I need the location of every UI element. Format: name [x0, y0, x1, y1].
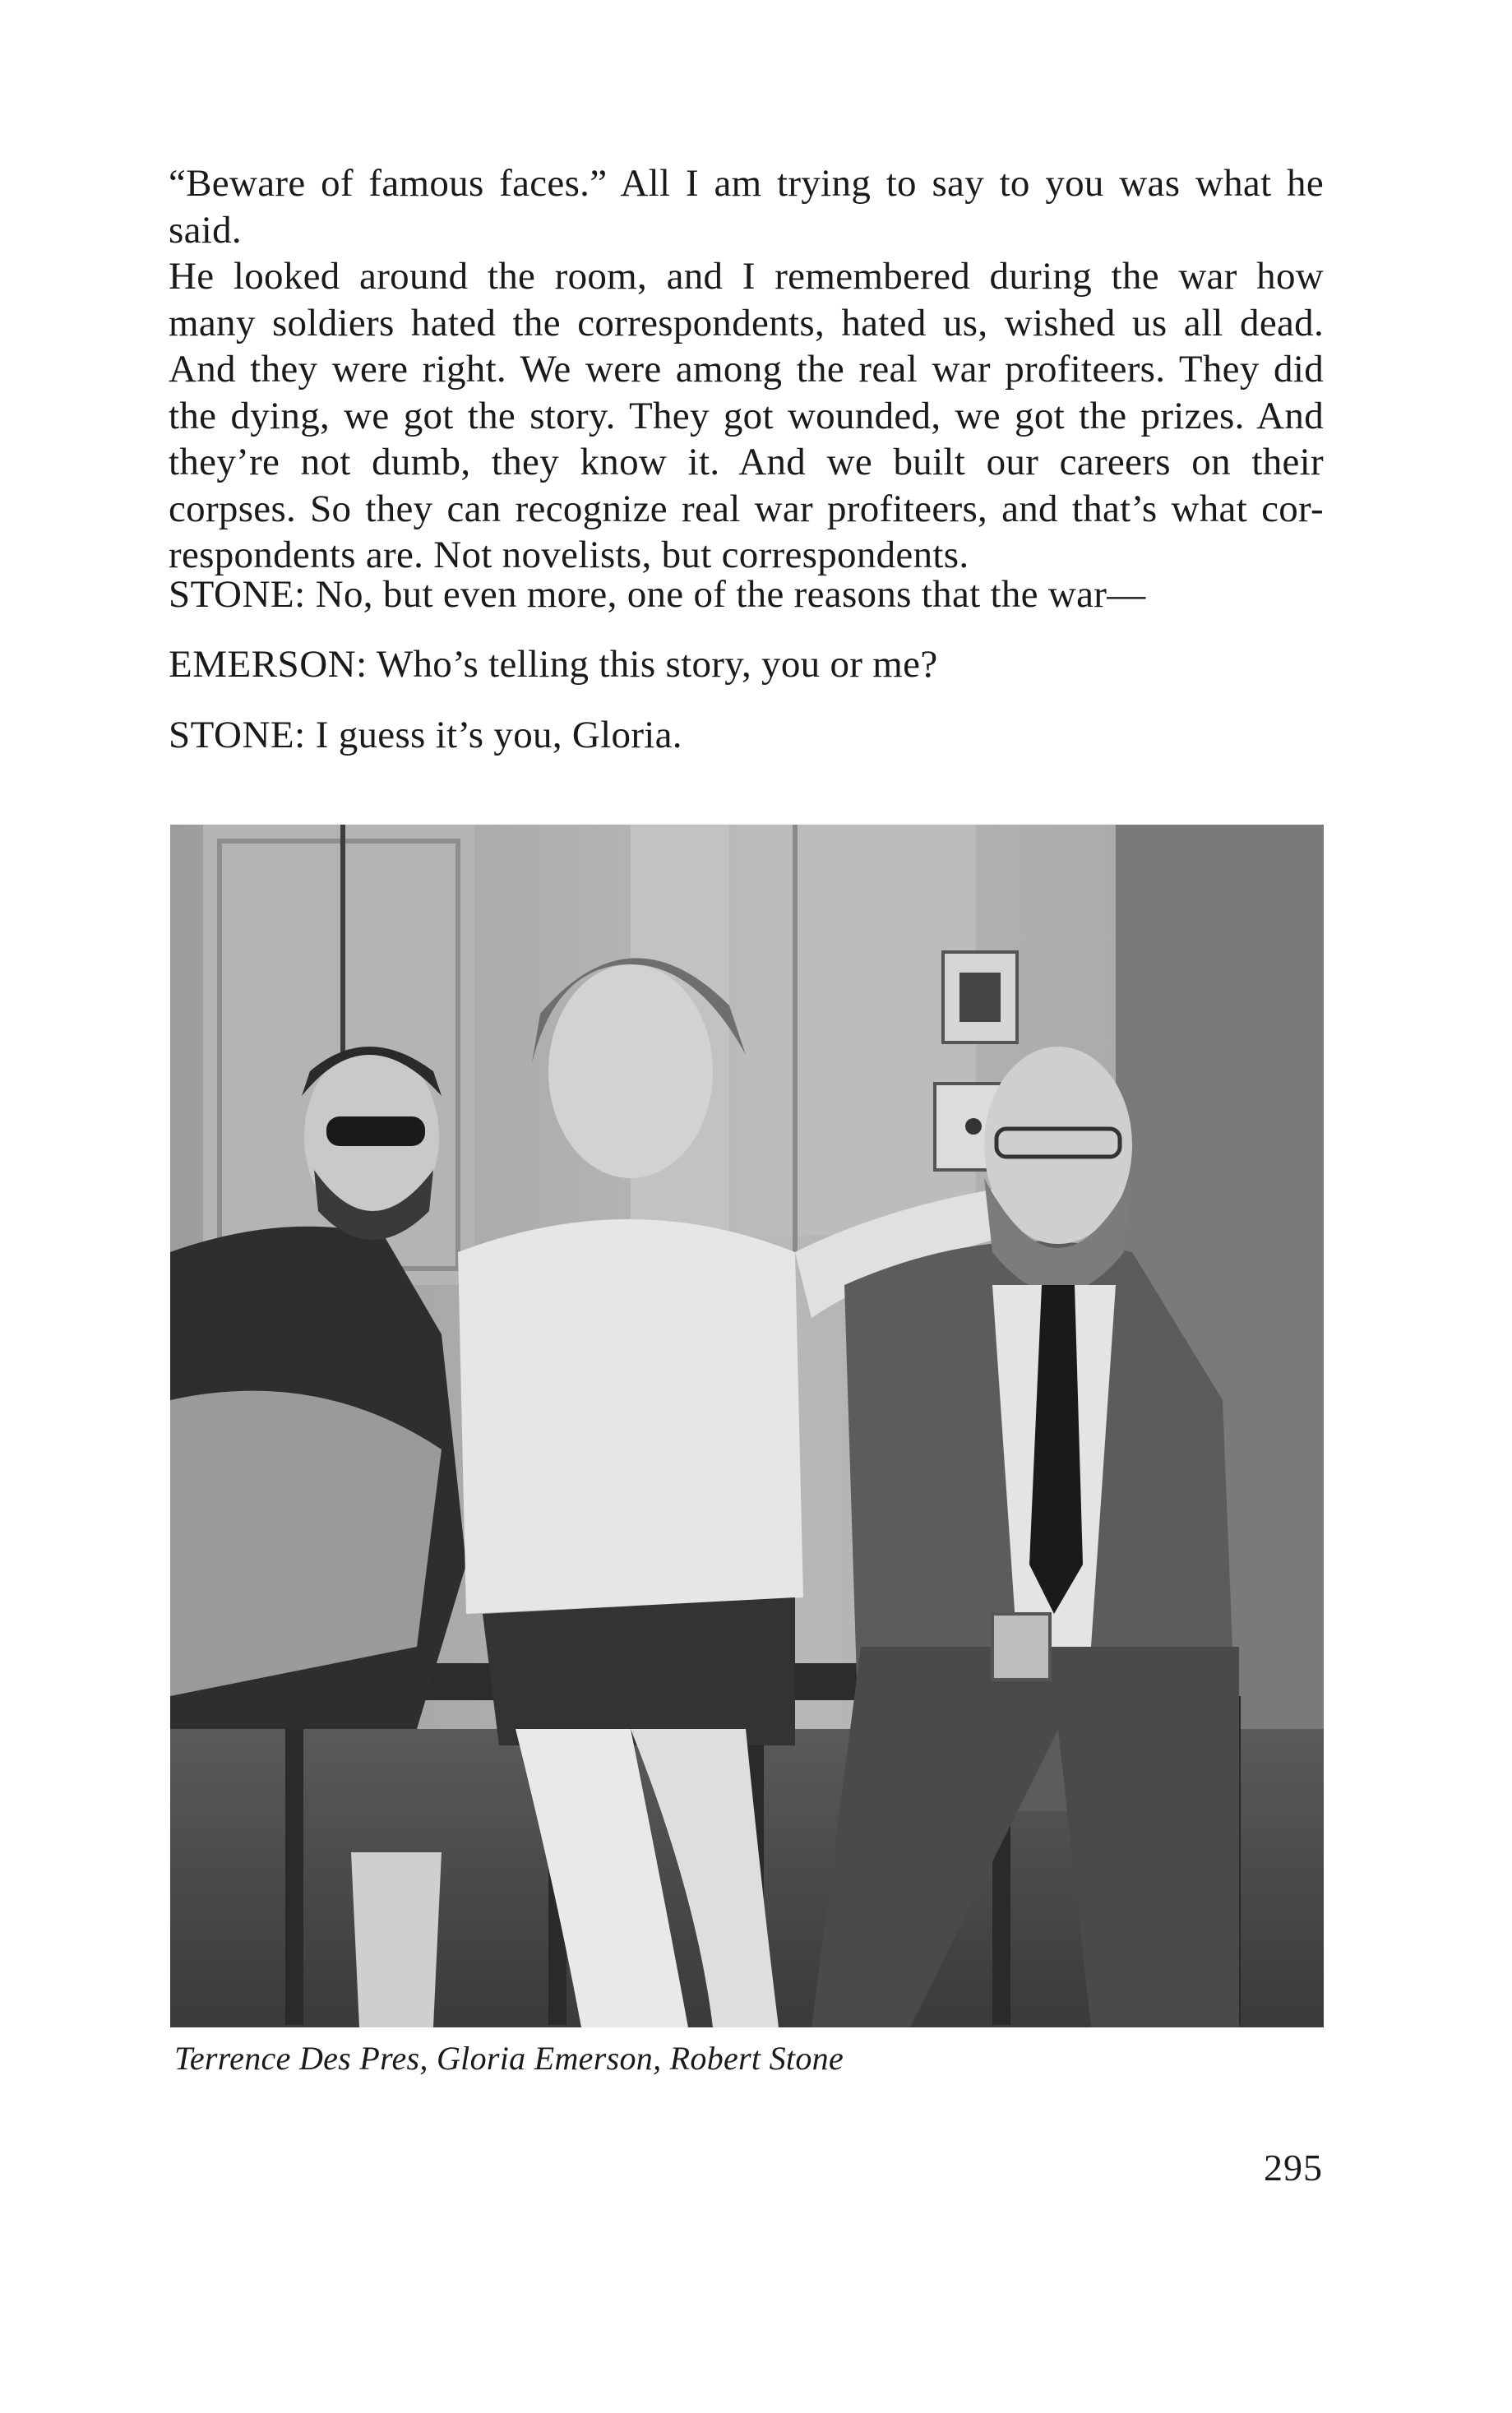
photo-illustration — [170, 825, 1324, 2027]
dialogue-line — [169, 571, 1146, 617]
dialogue-text: Who’s telling this story, you or me? — [367, 643, 938, 686]
paragraph-line: He looked around the room, and I remembered during the war how — [169, 255, 1324, 298]
page-number: 295 — [1264, 2147, 1323, 2189]
paragraph-line: corpses. So they can recognize real war profiteers, and that’s what cor- — [169, 487, 1324, 530]
dialogue-text: No, but even more, one of the reasons that the war— — [305, 573, 1146, 616]
speaker-name: STONE: — [169, 714, 306, 756]
speaker-name: STONE: — [169, 573, 306, 616]
paragraph-text — [169, 160, 1324, 579]
photo-caption: Terrence Des Pres, Gloria Emerson, Robert Stone — [174, 2040, 844, 2077]
paragraph-line: they’re not dumb, they know it. And we built our careers on their — [169, 441, 1324, 483]
body-paragraph — [169, 160, 1324, 579]
speaker-name: EMERSON: — [169, 643, 368, 686]
photograph — [170, 825, 1324, 2027]
dialogue-text: I guess it’s you, Gloria. — [305, 714, 682, 756]
paragraph-line: “Beware of famous faces.” All I am trying to say to you was what he said. — [169, 162, 1324, 252]
paragraph-line: the dying, we got the story. They got wounded, we got the prizes. And — [169, 394, 1324, 437]
paragraph-line: And they were right. We were among the real war profiteers. They did — [169, 348, 1324, 391]
dialogue-line — [169, 712, 682, 758]
paragraph-line: respondents are. Not novelists, but correspondents. — [169, 534, 969, 576]
paragraph-line: many soldiers hated the correspondents, hated us, wished us all dead. — [169, 301, 1324, 344]
dialogue-line — [169, 641, 937, 687]
